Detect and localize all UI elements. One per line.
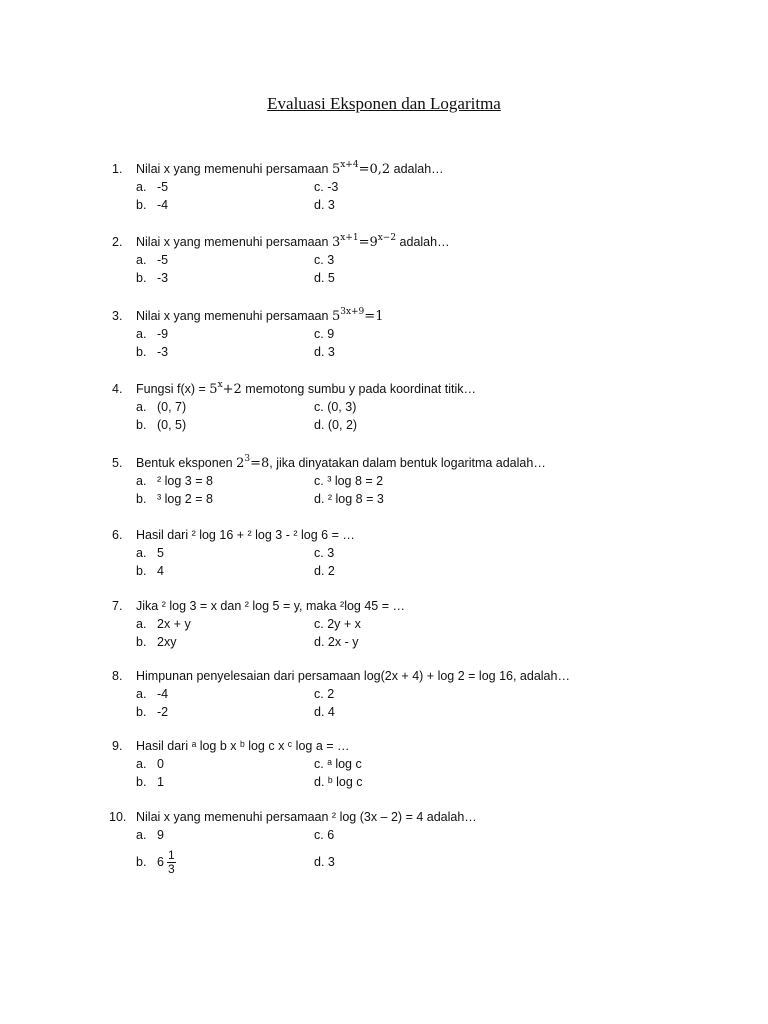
option-letter-b: b. xyxy=(136,705,147,719)
equation-rest: =1 xyxy=(364,309,384,324)
option-d: d. 3 xyxy=(314,345,335,359)
option-c: c. ³ log 8 = 2 xyxy=(314,474,384,488)
equation xyxy=(332,235,396,250)
option-a: (0, 7) xyxy=(157,400,187,414)
option-letter-b: b. xyxy=(136,492,147,506)
question-prefix: Fungsi f(x) = xyxy=(136,382,210,396)
option-d: d. (0, 2) xyxy=(314,418,358,432)
option-b: 2xy xyxy=(157,635,177,649)
question-number: 4. xyxy=(112,382,123,396)
equation-base: 5 xyxy=(331,162,341,177)
equation-base: 5 xyxy=(209,382,218,397)
equation-exponent: x+1 xyxy=(340,233,359,243)
equation-exponent: 3x+9 xyxy=(340,307,365,317)
option-letter-a: a. xyxy=(136,400,147,414)
option-c: c. ᵃ log c xyxy=(314,757,362,771)
option-b: (0, 5) xyxy=(157,418,187,432)
option-letter-b: b. xyxy=(136,418,147,432)
option-letter-b: b. xyxy=(136,775,147,789)
option-letter-a: a. xyxy=(136,253,147,267)
question-8 xyxy=(112,667,712,721)
option-letter-a: a. xyxy=(136,546,147,560)
question-9 xyxy=(112,737,712,791)
question-text: Nilai x yang memenuhi persamaan ² log (3x – 2) = 4 adalah… xyxy=(136,810,477,824)
option-b-whole: 6 xyxy=(157,855,164,869)
equation-exponent-2: x−2 xyxy=(377,233,397,243)
option-c: c. (0, 3) xyxy=(314,400,357,414)
option-b: 4 xyxy=(157,564,164,578)
option-a: 9 xyxy=(157,828,164,842)
option-a: 2x + y xyxy=(157,617,191,631)
question-number: 3. xyxy=(112,309,123,323)
fraction-denominator: 3 xyxy=(167,862,175,877)
equation-middle: =9 xyxy=(358,235,378,250)
option-a: 0 xyxy=(157,757,164,771)
equation xyxy=(209,382,242,397)
question-prefix: Nilai x yang memenuhi persamaan xyxy=(136,162,332,176)
option-letter-b: b. xyxy=(136,564,147,578)
equation-rest: =0,2 xyxy=(358,162,391,177)
document-title: Evaluasi Eksponen dan Logaritma xyxy=(267,94,501,113)
question-7 xyxy=(112,597,712,651)
question-6 xyxy=(112,526,712,580)
option-a: -5 xyxy=(157,253,169,267)
option-a: -9 xyxy=(157,327,169,341)
question-4 xyxy=(112,380,712,434)
fraction-numerator: 1 xyxy=(167,848,175,863)
fraction xyxy=(167,849,176,876)
equation xyxy=(236,456,269,471)
question-number: 7. xyxy=(112,599,123,613)
option-d: d. ᵇ log c xyxy=(314,775,363,789)
option-a: -4 xyxy=(157,687,169,701)
question-text xyxy=(136,160,444,179)
equation-base: 2 xyxy=(236,456,245,471)
option-b: ³ log 2 = 8 xyxy=(157,492,213,506)
option-d: d. 2 xyxy=(314,564,335,578)
option-letter-a: a. xyxy=(136,474,147,488)
question-10 xyxy=(109,808,712,880)
option-letter-a: a. xyxy=(136,687,147,701)
question-text xyxy=(136,454,546,473)
question-number: 1. xyxy=(112,162,123,176)
option-b: -4 xyxy=(157,198,169,212)
option-d: d. 5 xyxy=(314,271,335,285)
question-text xyxy=(136,380,476,399)
option-letter-a: a. xyxy=(136,828,147,842)
option-c: c. -3 xyxy=(314,180,339,194)
option-b: 1 xyxy=(157,775,164,789)
question-text: Himpunan penyelesaian dari persamaan log(2x + 4) + log 2 = log 16, adalah… xyxy=(136,669,570,683)
question-suffix: adalah… xyxy=(390,162,444,176)
option-a: -5 xyxy=(157,180,169,194)
option-letter-a: a. xyxy=(136,617,147,631)
question-5 xyxy=(112,454,712,508)
equation-exponent: x xyxy=(217,380,223,390)
question-text: Hasil dari ² log 16 + ² log 3 - ² log 6 = … xyxy=(136,528,355,542)
option-b: -3 xyxy=(157,345,169,359)
question-text xyxy=(136,233,450,252)
equation-base: 3 xyxy=(331,235,341,250)
option-a: ² log 3 = 8 xyxy=(157,474,213,488)
option-d: d. 2x - y xyxy=(314,635,359,649)
question-text xyxy=(136,307,383,326)
equation xyxy=(332,162,390,177)
option-letter-a: a. xyxy=(136,327,147,341)
option-d: d. 3 xyxy=(314,855,335,869)
question-1 xyxy=(112,160,712,214)
equation-base: 5 xyxy=(331,309,341,324)
question-number: 2. xyxy=(112,235,123,249)
equation-exponent: x+4 xyxy=(340,160,359,170)
option-letter-a: a. xyxy=(136,757,147,771)
question-prefix: Nilai x yang memenuhi persamaan xyxy=(136,235,332,249)
question-text: Jika ² log 3 = x dan ² log 5 = y, maka ²log 45 = … xyxy=(136,599,406,613)
equation xyxy=(332,309,384,324)
question-number: 5. xyxy=(112,456,123,470)
option-b xyxy=(157,844,176,880)
option-c: c. 2y + x xyxy=(314,617,361,631)
option-letter-b: b. xyxy=(136,198,147,212)
question-number: 6. xyxy=(112,528,123,542)
option-c: c. 9 xyxy=(314,327,335,341)
option-d: d. 4 xyxy=(314,705,335,719)
option-d: d. ² log 8 = 3 xyxy=(314,492,384,506)
question-suffix: , jika dinyatakan dalam bentuk logaritma adalah… xyxy=(269,456,546,470)
question-prefix: Nilai x yang memenuhi persamaan xyxy=(136,309,332,323)
option-letter-b: b. xyxy=(136,345,147,359)
question-suffix: adalah… xyxy=(396,235,450,249)
option-letter-b: b. xyxy=(136,635,147,649)
equation-rest: +2 xyxy=(222,382,242,397)
question-3 xyxy=(112,307,712,361)
question-2 xyxy=(112,233,712,287)
option-letter-b: b. xyxy=(136,855,147,869)
option-a: 5 xyxy=(157,546,164,560)
question-number: 9. xyxy=(112,739,123,753)
question-suffix: memotong sumbu y pada koordinat titik… xyxy=(241,382,476,396)
option-b: -2 xyxy=(157,705,169,719)
option-d: d. 3 xyxy=(314,198,335,212)
option-letter-b: b. xyxy=(136,271,147,285)
option-letter-a: a. xyxy=(136,180,147,194)
question-number: 10. xyxy=(109,810,127,824)
question-prefix: Bentuk eksponen xyxy=(136,456,237,470)
equation-exponent: 3 xyxy=(244,454,251,464)
option-c: c. 3 xyxy=(314,253,335,267)
option-c: c. 2 xyxy=(314,687,335,701)
option-c: c. 3 xyxy=(314,546,335,560)
equation-rest: =8 xyxy=(250,456,270,471)
question-number: 8. xyxy=(112,669,123,683)
option-b: -3 xyxy=(157,271,169,285)
question-text: Hasil dari ᵃ log b x ᵇ log c x ᶜ log a = … xyxy=(136,739,350,753)
option-c: c. 6 xyxy=(314,828,335,842)
